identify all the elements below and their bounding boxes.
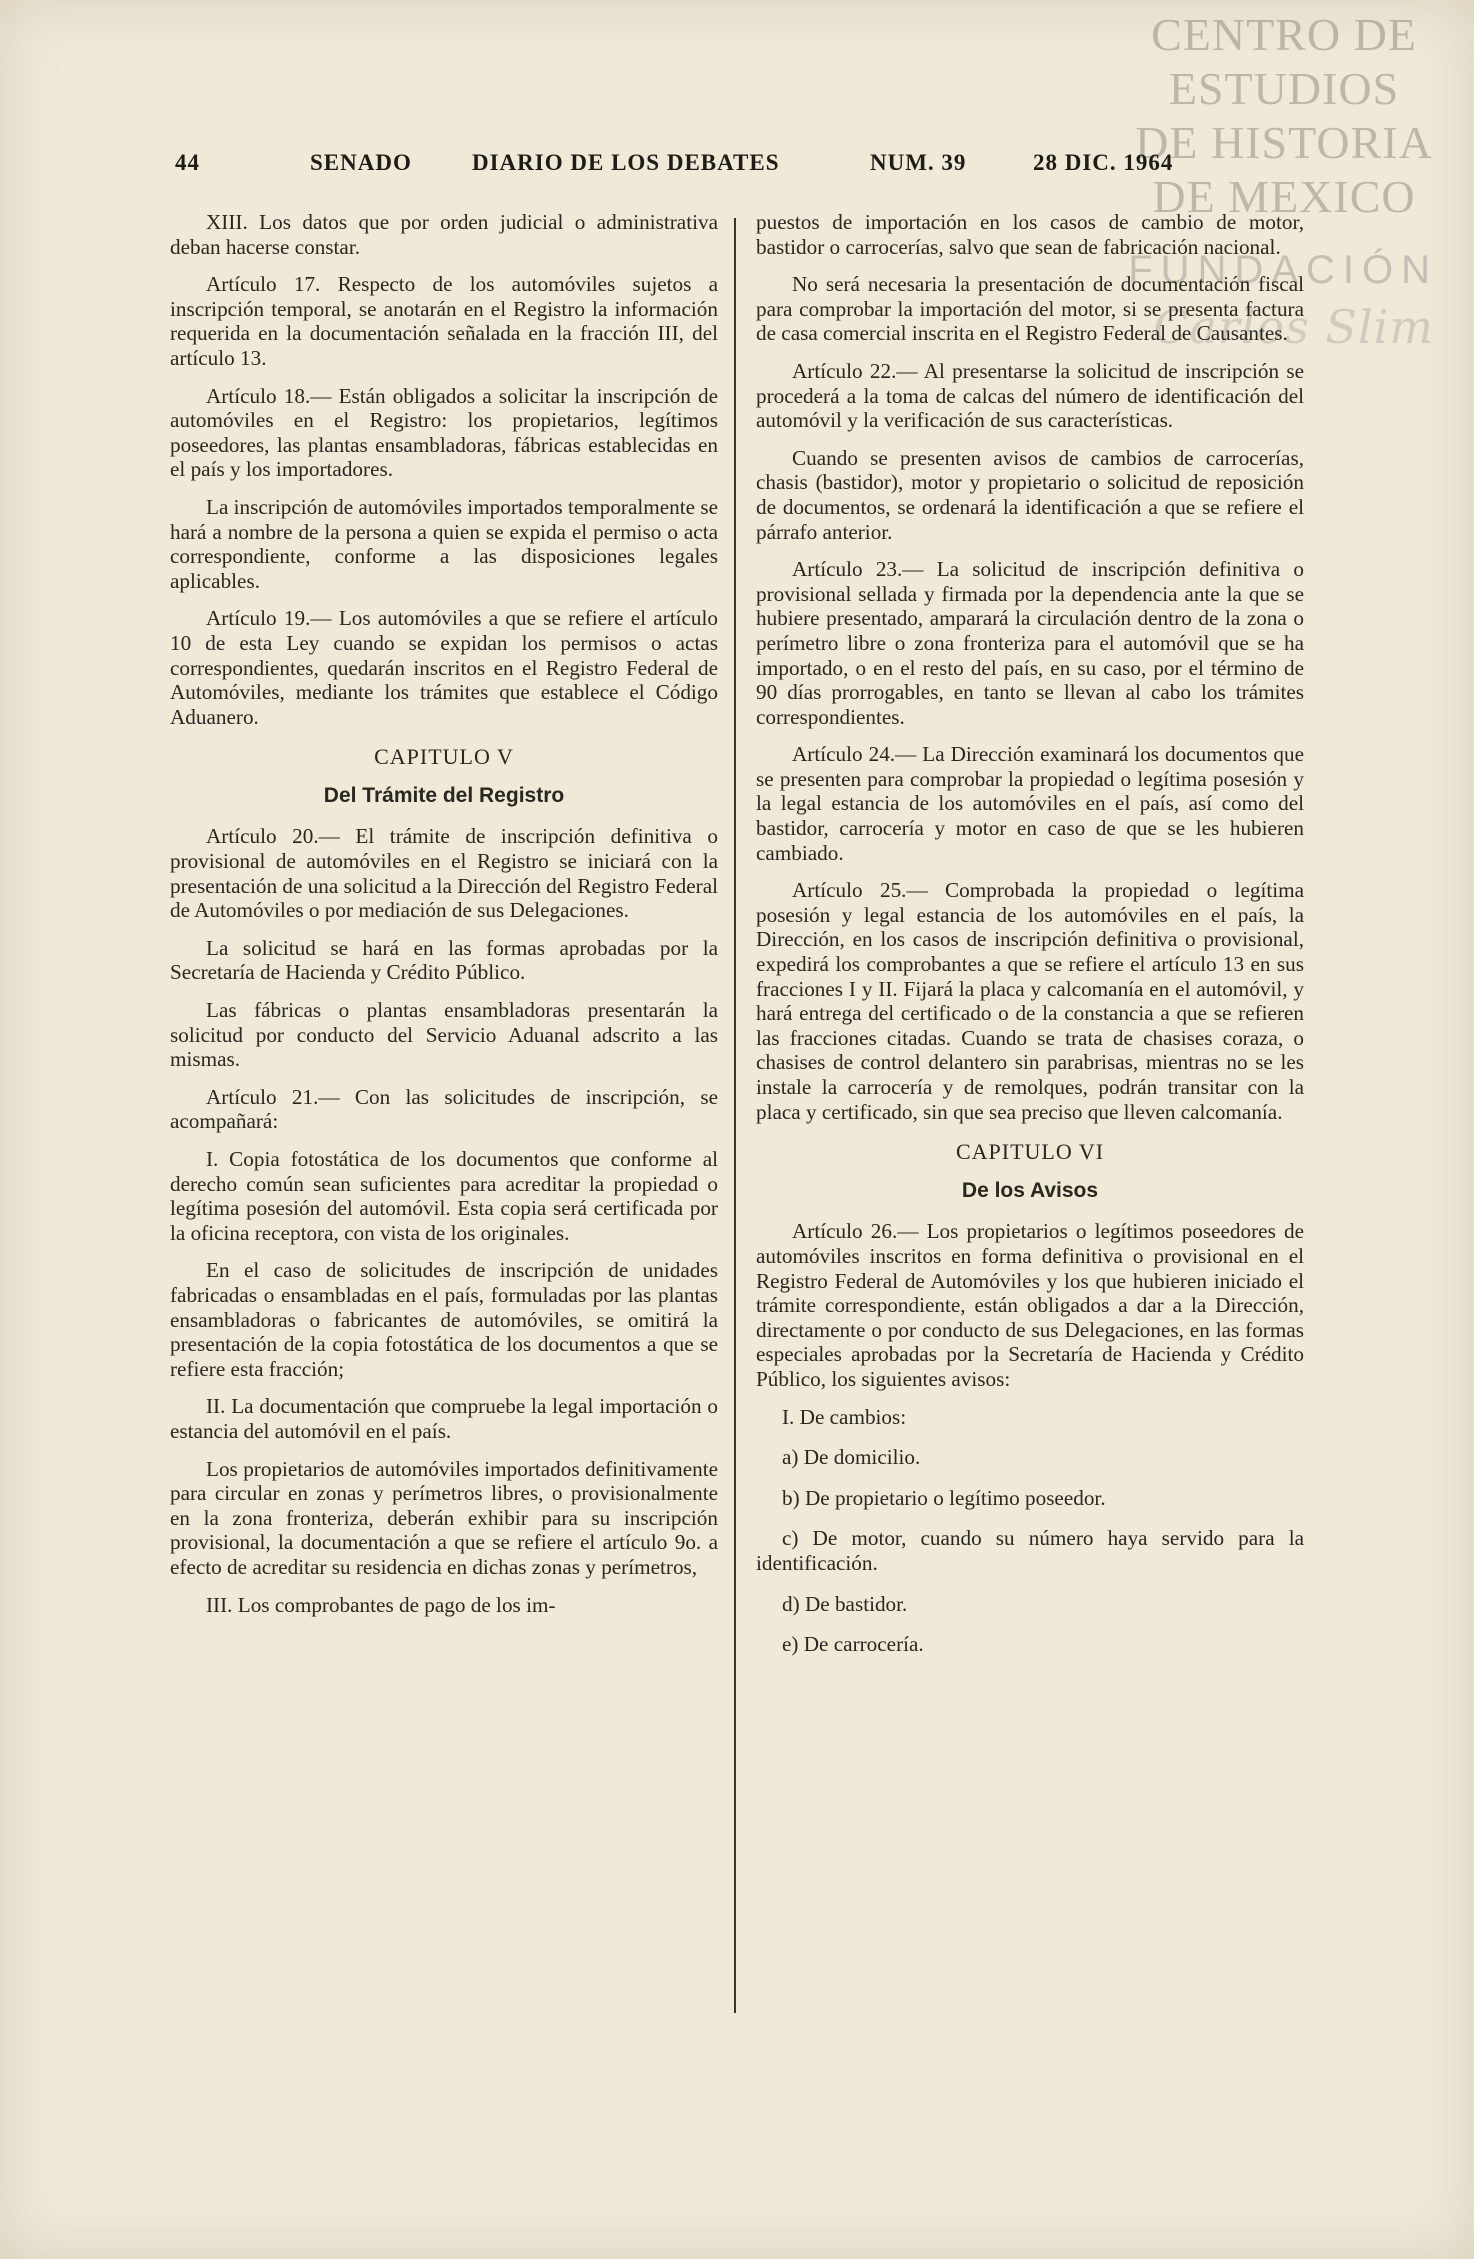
paragraph: Artículo 22.— Al presentarse la solicitud de inscripción se procederá a la toma de calcas del número de identificación del automóvil y la verificación de sus características. bbox=[756, 358, 1304, 433]
watermark-line-1: CENTRO DE bbox=[1151, 9, 1417, 60]
paragraph: Las fábricas o plantas ensambladoras presentarán la solicitud por conducto del Servicio Aduanal adscrito a las mismas. bbox=[170, 998, 718, 1072]
paragraph: Artículo 17. Respecto de los automóviles sujetos a inscripción temporal, se anotarán en el Registro la información requerida en la documentación señalada en la fracción III, del artículo 13. bbox=[170, 272, 718, 370]
paragraph: Artículo 19.— Los automóviles a que se refiere el artículo 10 de esta Ley cuando se expidan los permisos o actas correspondientes, quedarán inscritos en el Registro Federal de Automóviles, mediante los trámites que establece el Código Aduanero. bbox=[170, 606, 718, 729]
column-divider bbox=[734, 218, 736, 2013]
watermark-foundation: FUNDACIÓN bbox=[1128, 248, 1438, 292]
paragraph: Los propietarios de automóviles importados definitivamente para circular en zonas y perímetros libres, o provisionalmente en la zona fronteriza, deberán exhibir para su inscripción provisional, la documentación a que se refiere el artículo 9o. a efecto de acreditar su residencia en dichas zonas y perímetros, bbox=[170, 1456, 718, 1579]
watermark-signature: Carlos Slim bbox=[1153, 300, 1434, 354]
list-item: b) De propietario o legítimo poseedor. bbox=[782, 1485, 1106, 1510]
paragraph: La inscripción de automóviles importados temporalmente se hará a nombre de la persona a quien se expida el permiso o acta correspondiente, conforme a las disposiciones legales aplicables. bbox=[170, 494, 718, 593]
list-item: d) De bastidor. bbox=[782, 1591, 908, 1616]
paragraph: I. Copia fotostática de los documentos que conforme al derecho común sean suficientes para acreditar la propiedad o legítima posesión del automóvil. Esta copia será certificada por la oficina receptora, con vista de los originales. bbox=[170, 1147, 718, 1245]
list-item: I. De cambios: bbox=[782, 1404, 907, 1429]
list-item: e) De carrocería. bbox=[782, 1632, 924, 1657]
left-column bbox=[170, 210, 718, 1630]
header-publication: DIARIO DE LOS DEBATES bbox=[472, 150, 780, 175]
header-issue: NUM. 39 bbox=[870, 150, 967, 175]
watermark-line-2: ESTUDIOS bbox=[1168, 63, 1400, 114]
header-date: 28 DIC. 1964 bbox=[1033, 150, 1174, 175]
archive-watermark bbox=[1124, 8, 1444, 354]
chapter-title: CAPITULO VI bbox=[955, 1139, 1105, 1165]
list-item: c) De motor, cuando su número haya servido para la identificación. bbox=[756, 1526, 1304, 1575]
paragraph: Artículo 20.— El trámite de inscripción definitiva o provisional de automóviles en el Registro se iniciará con la presentación de una solicitud a la Dirección del Registro Federal de Automóviles o por mediación de sus Delegaciones. bbox=[170, 824, 718, 923]
paragraph: puestos de importación en los casos de cambio de motor, bastidor o carrocerías, salvo que sean de fabricación nacional. bbox=[756, 210, 1304, 259]
watermark-line-4: DE MEXICO bbox=[1152, 171, 1416, 222]
paragraph: En el caso de solicitudes de inscripción de unidades fabricadas o ensambladas en el país, formuladas por las plantas ensambladoras o fabricantes de automóviles, se omitirá la presentación de la copia fotostática de los documentos a que se refiere esta fracción; bbox=[170, 1258, 718, 1381]
chapter-subtitle: De los Avisos bbox=[961, 1178, 1099, 1202]
page-number: 44 bbox=[175, 150, 200, 175]
chapter-subtitle: Del Trámite del Registro bbox=[323, 783, 565, 807]
paragraph: Artículo 26.— Los propietarios o legítimos poseedores de automóviles inscritos en forma definitiva o provisional en el Registro Federal de Automóviles y los que hubieren iniciado el trámite correspondiente, están obligados a dar a la Dirección, directamente o por conducto de sus Delegaciones, en las formas especiales aprobadas por la Secretaría de Hacienda y Crédito Público, los siguientes avisos: bbox=[756, 1219, 1304, 1391]
paragraph: II. La documentación que compruebe la legal importación o estancia del automóvil en el país. bbox=[170, 1394, 718, 1443]
paragraph: Cuando se presenten avisos de cambios de carrocerías, chasis (bastidor), motor y propietario o solicitud de reposición de documentos, se ordenará la identificación a que se refiere el párrafo anterior. bbox=[756, 445, 1304, 544]
paragraph: Artículo 21.— Con las solicitudes de inscripción, se acompañará: bbox=[170, 1084, 718, 1134]
paragraph: III. Los comprobantes de pago de los im- bbox=[206, 1592, 556, 1617]
paragraph: La solicitud se hará en las formas aprobadas por la Secretaría de Hacienda y Crédito Público. bbox=[170, 935, 718, 985]
list-item: a) De domicilio. bbox=[782, 1445, 921, 1470]
paragraph: Artículo 18.— Están obligados a solicitar la inscripción de automóviles en el Registro: los propietarios, legítimos poseedores, las plantas ensambladoras, fábricas establecidas en el país y los importadores. bbox=[170, 383, 718, 482]
paragraph: Artículo 23.— La solicitud de inscripción definitiva o provisional sellada y firmada por la dependencia ante la que se hubiere presentado, amparará la circulación dentro de la zona o perímetro libre o zona fronteriza para el automóvil que se ha importado, o en el resto del país, en su caso, por el término de 90 días prorrogables, en tanto se llevan al cabo los trámites correspondientes. bbox=[756, 557, 1304, 729]
paragraph: Artículo 24.— La Dirección examinará los documentos que se presenten para comprobar la propiedad o legítima posesión y la legal estancia de los automóviles en el país, así como del bastidor, carrocería y motor en caso de que se les hubieren cambiado. bbox=[756, 742, 1304, 865]
right-column bbox=[756, 210, 1304, 1673]
watermark-line-3: DE HISTORIA bbox=[1135, 117, 1433, 168]
paragraph: Artículo 25.— Comprobada la propiedad o legítima posesión y legal estancia de los automóviles en el país, la Dirección, en los casos de inscripción definitiva o provisional, expedirá los comprobantes a que se refiere el artículo 13 en sus fracciones I y II. Fijará la placa y calcomanía en el automóvil, y hará entrega del certificado o de la constancia a que se refieren las fracciones citadas. Cuando se trata de chasises coraza, o chasises de control delantero sin parabrisas, mientras no se les instale la carrocería y de remolques, podrán transitar con la placa y certificado, sin que sea preciso que lleven calcomanía. bbox=[756, 878, 1304, 1124]
paragraph: XIII. Los datos que por orden judicial o administrativa deban hacerse constar. bbox=[170, 210, 718, 259]
chapter-title: CAPITULO V bbox=[374, 744, 514, 770]
header-chamber: SENADO bbox=[310, 150, 412, 175]
paragraph: No será necesaria la presentación de documentación fiscal para comprobar la importación del motor, si se presenta factura de casa comercial inscrita en el Registro Federal de Causantes. bbox=[756, 272, 1304, 346]
